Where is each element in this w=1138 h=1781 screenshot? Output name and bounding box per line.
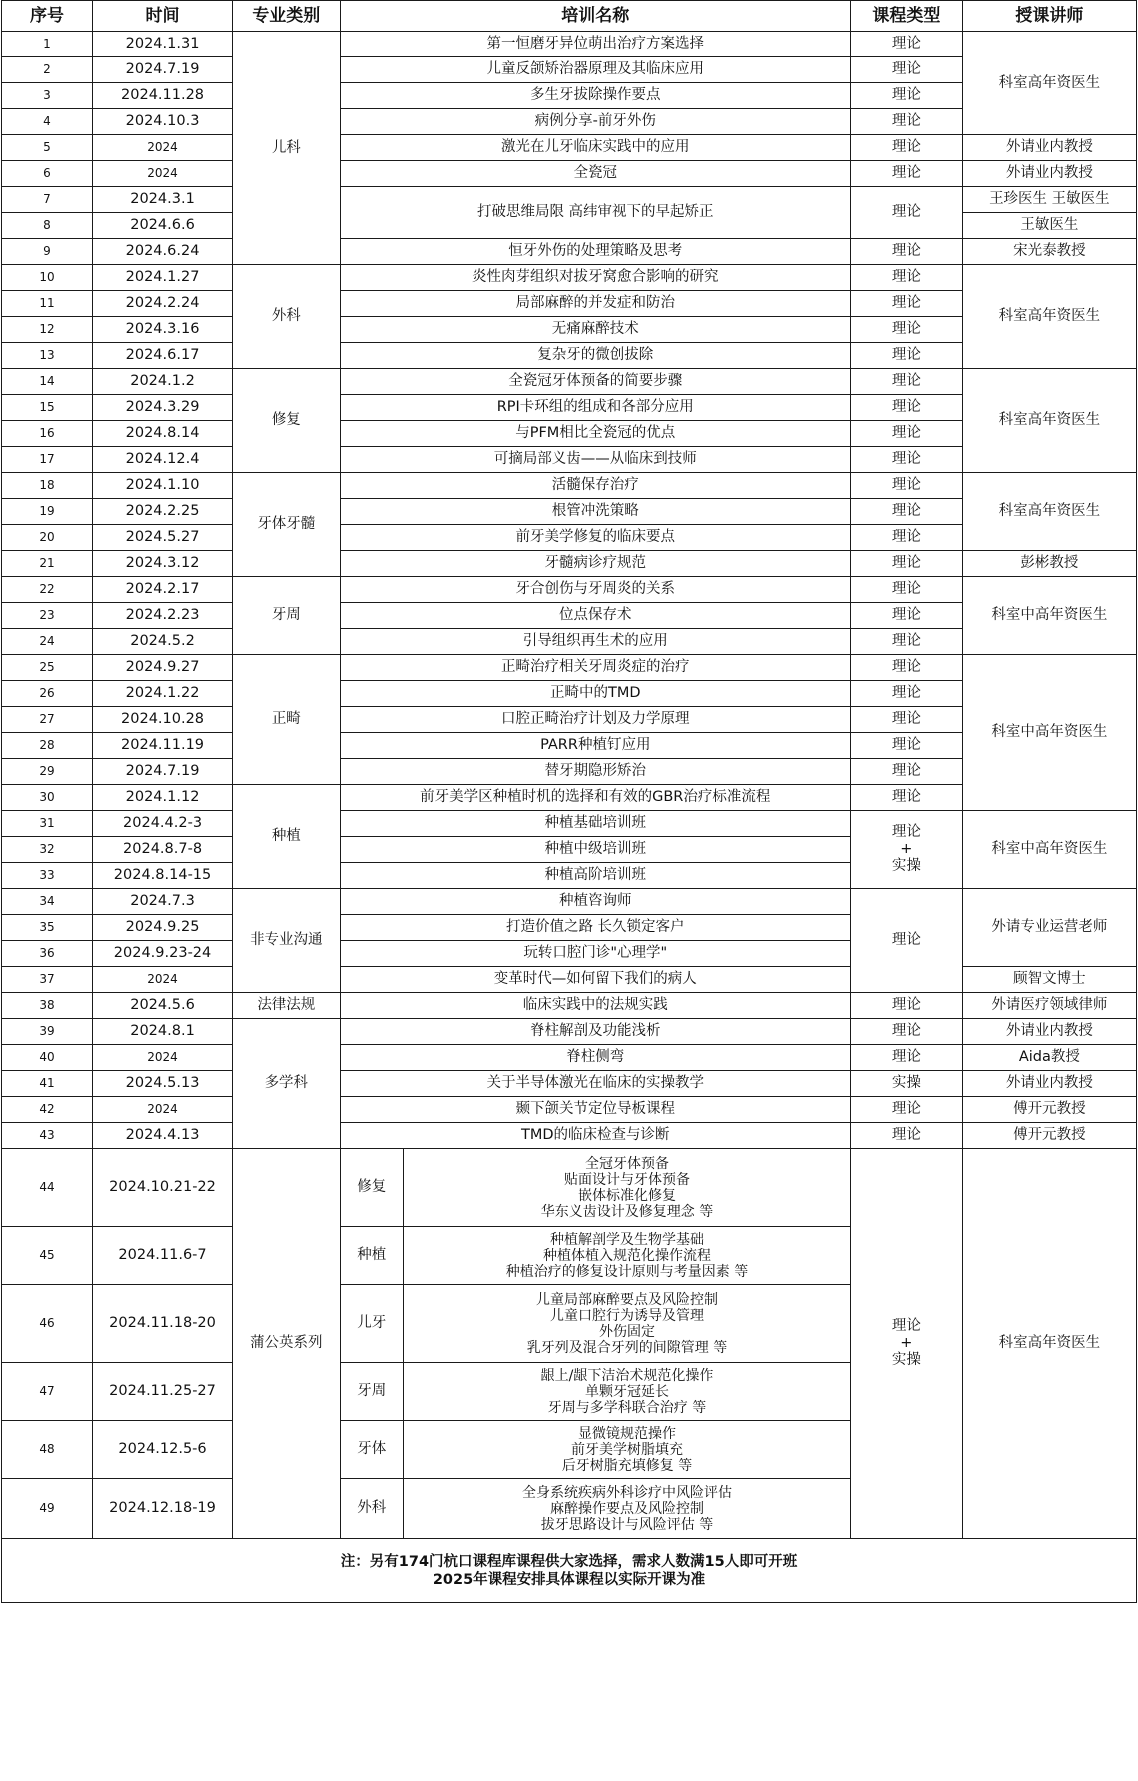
row-title: 关于半导体激光在临床的实操教学 <box>340 1071 851 1097</box>
row-title: 活髓保存治疗 <box>340 473 851 499</box>
row-no: 35 <box>2 915 93 941</box>
row-title: 位点保存术 <box>340 603 851 629</box>
header-date: 时间 <box>92 1 232 32</box>
row-date: 2024.9.25 <box>92 915 232 941</box>
sub-course-list <box>404 1149 851 1227</box>
row-title: 全瓷冠 <box>340 161 851 187</box>
row-type: 理论 <box>851 447 963 473</box>
row-title: TMD的临床检查与诊断 <box>340 1123 851 1149</box>
row-title: 打造价值之路 长久锁定客户 <box>340 915 851 941</box>
type-line: + <box>900 841 913 857</box>
sub-course: 单颗牙冠延长 <box>585 1383 670 1400</box>
row-type: 理论 <box>851 265 963 291</box>
row-title: 激光在儿牙临床实践中的应用 <box>340 135 851 161</box>
row-date: 2024.1.10 <box>92 473 232 499</box>
lecturer-cell: 科室高年资医生 <box>962 369 1136 473</box>
row-no: 45 <box>2 1227 93 1285</box>
lecturer-cell: Aida教授 <box>962 1045 1136 1071</box>
row-date: 2024.3.16 <box>92 317 232 343</box>
row-type: 理论 <box>851 1097 963 1123</box>
row-type: 理论 <box>851 291 963 317</box>
table-row <box>2 993 1137 1019</box>
lecturer-cell: 外请专业运营老师 <box>962 889 1136 967</box>
table-row <box>2 967 1137 993</box>
row-type: 理论 <box>851 135 963 161</box>
row-no: 42 <box>2 1097 93 1123</box>
row-title: 第一恒磨牙异位萌出治疗方案选择 <box>340 32 851 57</box>
category-cell: 非专业沟通 <box>233 889 340 993</box>
table-row <box>2 889 1137 915</box>
sub-category: 牙体 <box>340 1421 404 1479</box>
lecturer-cell: 科室中高年资医生 <box>962 811 1136 889</box>
row-title: 可摘局部义齿——从临床到技师 <box>340 447 851 473</box>
row-no: 41 <box>2 1071 93 1097</box>
sub-course: 种植体植入规范化操作流程 <box>543 1247 712 1264</box>
lecturer-cell: 科室高年资医生 <box>962 1149 1136 1539</box>
row-date: 2024.9.23-24 <box>92 941 232 967</box>
row-no: 7 <box>2 187 93 213</box>
row-no: 37 <box>2 967 93 993</box>
row-date: 2024.10.3 <box>92 109 232 135</box>
row-date: 2024.2.17 <box>92 577 232 603</box>
sub-course: 外伤固定 <box>599 1323 656 1340</box>
table-row <box>2 239 1137 265</box>
row-title: 儿童反颌矫治器原理及其临床应用 <box>340 57 851 83</box>
row-no: 14 <box>2 369 93 395</box>
row-date: 2024.5.2 <box>92 629 232 655</box>
row-title: 根管冲洗策略 <box>340 499 851 525</box>
row-type: 理论 <box>851 395 963 421</box>
row-no: 24 <box>2 629 93 655</box>
lecturer-cell: 科室中高年资医生 <box>962 655 1136 811</box>
row-type: 实操 <box>851 1071 963 1097</box>
sub-category: 牙周 <box>340 1363 404 1421</box>
sub-course-list <box>404 1479 851 1539</box>
row-title: 替牙期隐形矫治 <box>340 759 851 785</box>
row-title: 种植基础培训班 <box>340 811 851 837</box>
table-row <box>2 473 1137 499</box>
table-row <box>2 1071 1137 1097</box>
header-lecturer: 授课讲师 <box>962 1 1136 32</box>
row-no: 43 <box>2 1123 93 1149</box>
row-date: 2024 <box>92 1097 232 1123</box>
table-row <box>2 577 1137 603</box>
row-date: 2024.8.14-15 <box>92 863 232 889</box>
sub-course: 儿童口腔行为诱导及管理 <box>550 1307 705 1324</box>
row-no: 6 <box>2 161 93 187</box>
sub-course: 种植解剖学及生物学基础 <box>550 1231 705 1248</box>
row-date: 2024.12.4 <box>92 447 232 473</box>
row-no: 1 <box>2 32 93 57</box>
row-no: 5 <box>2 135 93 161</box>
row-no: 19 <box>2 499 93 525</box>
lecturer-cell: 傅开元教授 <box>962 1097 1136 1123</box>
sub-course: 拔牙思路设计与风险评估 等 <box>540 1516 714 1533</box>
note-line-2: 2025年课程安排具体课程以实际开课为准 <box>432 1571 706 1588</box>
sub-course: 牙周与多学科联合治疗 等 <box>547 1399 707 1416</box>
row-title: 口腔正畸治疗计划及力学原理 <box>340 707 851 733</box>
lecturer-cell: 科室高年资医生 <box>962 473 1136 551</box>
row-date: 2024.5.27 <box>92 525 232 551</box>
row-type: 理论 <box>851 239 963 265</box>
row-title: RPI卡环组的组成和各部分应用 <box>340 395 851 421</box>
row-no: 48 <box>2 1421 93 1479</box>
sub-course: 儿童局部麻醉要点及风险控制 <box>536 1291 719 1308</box>
table-row <box>2 1045 1137 1071</box>
table-row <box>2 551 1137 577</box>
row-date: 2024.11.19 <box>92 733 232 759</box>
row-date: 2024.10.28 <box>92 707 232 733</box>
row-no: 38 <box>2 993 93 1019</box>
row-date: 2024 <box>92 967 232 993</box>
row-type: 理论 <box>851 733 963 759</box>
row-type: 理论 <box>851 759 963 785</box>
header-row <box>2 1 1137 32</box>
row-date: 2024.7.19 <box>92 57 232 83</box>
row-date: 2024.10.21-22 <box>92 1149 232 1227</box>
row-date: 2024.3.12 <box>92 551 232 577</box>
type-line: + <box>900 1335 913 1351</box>
row-no: 3 <box>2 83 93 109</box>
row-no: 18 <box>2 473 93 499</box>
table-row <box>2 161 1137 187</box>
row-title: 打破思维局限 高纬审视下的早起矫正 <box>340 187 851 239</box>
row-title: 脊柱侧弯 <box>340 1045 851 1071</box>
row-no: 25 <box>2 655 93 681</box>
row-date: 2024.7.19 <box>92 759 232 785</box>
row-type: 理论 <box>851 473 963 499</box>
row-no: 13 <box>2 343 93 369</box>
row-type: 理论 <box>851 161 963 187</box>
row-date: 2024 <box>92 1045 232 1071</box>
row-type: 理论 <box>851 889 963 993</box>
category-cell: 种植 <box>233 785 340 889</box>
lecturer-cell: 外请业内教授 <box>962 161 1136 187</box>
table-row <box>2 32 1137 57</box>
row-date: 2024 <box>92 135 232 161</box>
row-no: 21 <box>2 551 93 577</box>
sub-course: 种植治疗的修复设计原则与考量因素 等 <box>505 1263 749 1280</box>
header-category: 专业类别 <box>233 1 340 32</box>
type-line: 实操 <box>891 1352 921 1368</box>
lecturer-cell: 顾智文博士 <box>962 967 1136 993</box>
row-type: 理论 <box>851 1019 963 1045</box>
row-title: 病例分享-前牙外伤 <box>340 109 851 135</box>
row-date: 2024 <box>92 161 232 187</box>
row-no: 30 <box>2 785 93 811</box>
row-type: 理论 <box>851 577 963 603</box>
row-date: 2024.8.14 <box>92 421 232 447</box>
category-cell: 正畸 <box>233 655 340 785</box>
row-title: 玩转口腔门诊"心理学" <box>340 941 851 967</box>
row-date: 2024.5.6 <box>92 993 232 1019</box>
row-type: 理论 <box>851 603 963 629</box>
sub-course-list <box>404 1285 851 1363</box>
row-type: 理论 <box>851 109 963 135</box>
row-date: 2024.9.27 <box>92 655 232 681</box>
row-title: 多生牙拔除操作要点 <box>340 83 851 109</box>
row-date: 2024.11.18-20 <box>92 1285 232 1363</box>
row-title: 种植咨询师 <box>340 889 851 915</box>
row-date: 2024.1.27 <box>92 265 232 291</box>
category-cell: 修复 <box>233 369 340 473</box>
row-date: 2024.11.28 <box>92 83 232 109</box>
sub-course-list <box>404 1363 851 1421</box>
row-date: 2024.1.22 <box>92 681 232 707</box>
sub-course-list <box>404 1421 851 1479</box>
table-row <box>2 811 1137 837</box>
row-date: 2024.5.13 <box>92 1071 232 1097</box>
row-no: 29 <box>2 759 93 785</box>
table-row <box>2 135 1137 161</box>
table-row <box>2 1123 1137 1149</box>
row-date: 2024.1.2 <box>92 369 232 395</box>
row-type: 理论 <box>851 1123 963 1149</box>
row-type: 理论 <box>851 681 963 707</box>
row-type: 理论 <box>851 421 963 447</box>
sub-course: 显微镜规范操作 <box>578 1425 677 1442</box>
row-no: 47 <box>2 1363 93 1421</box>
table-row <box>2 265 1137 291</box>
row-date: 2024.7.3 <box>92 889 232 915</box>
row-type: 理论 <box>851 707 963 733</box>
row-date: 2024.2.25 <box>92 499 232 525</box>
row-no: 4 <box>2 109 93 135</box>
row-no: 33 <box>2 863 93 889</box>
lecturer-cell: 王敏医生 <box>962 213 1136 239</box>
category-cell: 牙体牙髓 <box>233 473 340 577</box>
course-table <box>1 0 1137 1603</box>
row-title: 颞下颌关节定位导板课程 <box>340 1097 851 1123</box>
note-line-1: 注：另有174门杭口课程库课程供大家选择，需求人数满15人即可开班 <box>340 1553 798 1570</box>
row-type: 理论 <box>851 551 963 577</box>
row-type: 理论 <box>851 343 963 369</box>
row-type: 理论 <box>851 1045 963 1071</box>
row-no: 2 <box>2 57 93 83</box>
header-type: 课程类型 <box>851 1 963 32</box>
row-type: 理论 <box>851 655 963 681</box>
header-no: 序号 <box>2 1 93 32</box>
row-date: 2024.1.31 <box>92 32 232 57</box>
row-title: 种植高阶培训班 <box>340 863 851 889</box>
sub-course: 后牙树脂充填修复 等 <box>561 1457 693 1474</box>
note-row <box>2 1539 1137 1603</box>
lecturer-cell: 王珍医生 王敏医生 <box>962 187 1136 213</box>
lecturer-cell: 科室高年资医生 <box>962 32 1136 135</box>
row-date: 2024.3.29 <box>92 395 232 421</box>
row-title: 复杂牙的微创拔除 <box>340 343 851 369</box>
lecturer-cell: 外请业内教授 <box>962 135 1136 161</box>
row-type: 理论 <box>851 369 963 395</box>
row-no: 28 <box>2 733 93 759</box>
lecturer-cell: 傅开元教授 <box>962 1123 1136 1149</box>
category-cell: 儿科 <box>233 32 340 265</box>
lecturer-cell: 科室高年资医生 <box>962 265 1136 369</box>
header-title: 培训名称 <box>340 1 851 32</box>
row-title: 与PFM相比全瓷冠的优点 <box>340 421 851 447</box>
row-date: 2024.8.7-8 <box>92 837 232 863</box>
row-type: 理论 <box>851 187 963 239</box>
sub-course: 贴面设计与牙体预备 <box>564 1171 691 1188</box>
row-title: 临床实践中的法规实践 <box>340 993 851 1019</box>
lecturer-cell: 彭彬教授 <box>962 551 1136 577</box>
row-title: 全瓷冠牙体预备的简要步骤 <box>340 369 851 395</box>
row-date: 2024.3.1 <box>92 187 232 213</box>
row-date: 2024.12.18-19 <box>92 1479 232 1539</box>
row-type <box>851 811 963 889</box>
row-type: 理论 <box>851 525 963 551</box>
row-date: 2024.4.13 <box>92 1123 232 1149</box>
row-title: 牙髓病诊疗规范 <box>340 551 851 577</box>
sub-category: 外科 <box>340 1479 404 1539</box>
row-title: 前牙美学修复的临床要点 <box>340 525 851 551</box>
row-title: PARR种植钉应用 <box>340 733 851 759</box>
row-date: 2024.11.25-27 <box>92 1363 232 1421</box>
row-no: 46 <box>2 1285 93 1363</box>
row-no: 17 <box>2 447 93 473</box>
row-no: 8 <box>2 213 93 239</box>
row-title: 牙合创伤与牙周炎的关系 <box>340 577 851 603</box>
row-type: 理论 <box>851 499 963 525</box>
row-no: 12 <box>2 317 93 343</box>
row-no: 20 <box>2 525 93 551</box>
row-no: 27 <box>2 707 93 733</box>
row-no: 36 <box>2 941 93 967</box>
row-date: 2024.4.2-3 <box>92 811 232 837</box>
row-no: 32 <box>2 837 93 863</box>
row-title: 种植中级培训班 <box>340 837 851 863</box>
row-date: 2024.6.6 <box>92 213 232 239</box>
table-row <box>2 369 1137 395</box>
row-type: 理论 <box>851 317 963 343</box>
row-title: 变革时代—如何留下我们的病人 <box>340 967 851 993</box>
category-cell: 蒲公英系列 <box>233 1149 340 1539</box>
row-type: 理论 <box>851 32 963 57</box>
type-line: 实操 <box>891 858 921 874</box>
row-no: 49 <box>2 1479 93 1539</box>
category-cell: 多学科 <box>233 1019 340 1149</box>
row-type <box>851 1149 963 1539</box>
sub-course: 乳牙列及混合牙列的间隙管理 等 <box>526 1339 728 1356</box>
sub-course: 龈上/龈下洁治术规范化操作 <box>540 1367 714 1384</box>
row-date: 2024.6.17 <box>92 343 232 369</box>
row-no: 39 <box>2 1019 93 1045</box>
table-row <box>2 187 1137 213</box>
row-no: 44 <box>2 1149 93 1227</box>
row-title: 局部麻醉的并发症和防治 <box>340 291 851 317</box>
table-row <box>2 1019 1137 1045</box>
sub-course: 前牙美学树脂填充 <box>571 1441 684 1458</box>
row-no: 10 <box>2 265 93 291</box>
lecturer-cell: 外请业内教授 <box>962 1019 1136 1045</box>
sub-course: 全冠牙体预备 <box>585 1155 670 1172</box>
sub-course: 华东义齿设计及修复理念 等 <box>540 1203 714 1220</box>
row-type: 理论 <box>851 629 963 655</box>
row-date: 2024.8.1 <box>92 1019 232 1045</box>
row-no: 15 <box>2 395 93 421</box>
row-title: 脊柱解剖及功能浅析 <box>340 1019 851 1045</box>
table-row <box>2 1097 1137 1123</box>
row-title: 无痛麻醉技术 <box>340 317 851 343</box>
row-no: 16 <box>2 421 93 447</box>
sub-course-list <box>404 1227 851 1285</box>
sub-category: 儿牙 <box>340 1285 404 1363</box>
row-title: 正畸治疗相关牙周炎症的治疗 <box>340 655 851 681</box>
row-title: 前牙美学区种植时机的选择和有效的GBR治疗标准流程 <box>340 785 851 811</box>
row-type: 理论 <box>851 993 963 1019</box>
category-cell: 牙周 <box>233 577 340 655</box>
row-date: 2024.1.12 <box>92 785 232 811</box>
lecturer-cell: 宋光泰教授 <box>962 239 1136 265</box>
row-date: 2024.6.24 <box>92 239 232 265</box>
sub-course: 麻醉操作要点及风险控制 <box>550 1500 705 1517</box>
row-date: 2024.2.24 <box>92 291 232 317</box>
sub-category: 种植 <box>340 1227 404 1285</box>
row-type: 理论 <box>851 83 963 109</box>
category-cell: 法律法规 <box>233 993 340 1019</box>
row-no: 31 <box>2 811 93 837</box>
row-date: 2024.2.23 <box>92 603 232 629</box>
row-no: 40 <box>2 1045 93 1071</box>
type-line: 理论 <box>891 1318 921 1334</box>
table-row <box>2 655 1137 681</box>
row-no: 9 <box>2 239 93 265</box>
table-row <box>2 1149 1137 1227</box>
row-type: 理论 <box>851 785 963 811</box>
type-line: 理论 <box>891 824 921 840</box>
row-title: 引导组织再生术的应用 <box>340 629 851 655</box>
sub-course: 全身系统疾病外科诊疗中风险评估 <box>522 1484 733 1501</box>
category-cell: 外科 <box>233 265 340 369</box>
row-no: 11 <box>2 291 93 317</box>
row-date: 2024.11.6-7 <box>92 1227 232 1285</box>
row-title: 炎性肉芽组织对拔牙窝愈合影响的研究 <box>340 265 851 291</box>
row-no: 34 <box>2 889 93 915</box>
row-no: 23 <box>2 603 93 629</box>
row-date: 2024.12.5-6 <box>92 1421 232 1479</box>
row-type: 理论 <box>851 57 963 83</box>
row-title: 恒牙外伤的处理策略及思考 <box>340 239 851 265</box>
row-no: 26 <box>2 681 93 707</box>
note-cell <box>2 1539 1137 1603</box>
row-no: 22 <box>2 577 93 603</box>
sub-course: 嵌体标准化修复 <box>578 1187 677 1204</box>
lecturer-cell: 外请业内教授 <box>962 1071 1136 1097</box>
sub-category: 修复 <box>340 1149 404 1227</box>
lecturer-cell: 科室中高年资医生 <box>962 577 1136 655</box>
lecturer-cell: 外请医疗领域律师 <box>962 993 1136 1019</box>
row-title: 正畸中的TMD <box>340 681 851 707</box>
